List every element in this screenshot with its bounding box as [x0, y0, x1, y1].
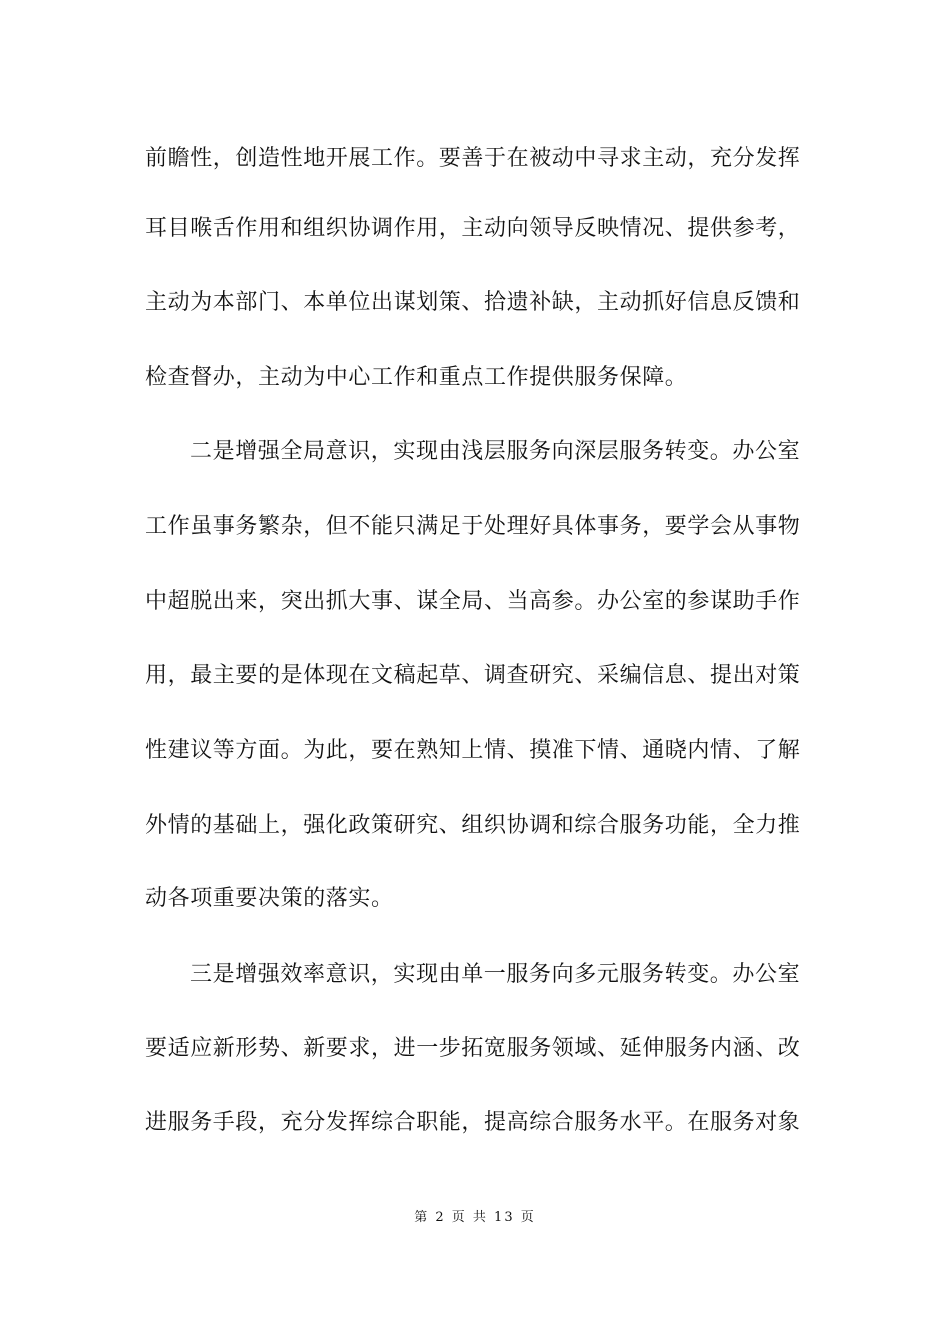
text-line: 进服务手段，充分发挥综合职能，提高综合服务水平。在服务对象	[145, 1110, 801, 1135]
text-line: 要适应新形势、新要求，进一步拓宽服务领域、延伸服务内涵、改	[145, 1036, 801, 1061]
text-line: 前瞻性，创造性地开展工作。要善于在被动中寻求主动，充分发挥	[145, 146, 801, 171]
paragraph-start-line: 二是增强全局意识，实现由浅层服务向深层服务转变。办公室	[190, 439, 801, 464]
text-line: 耳目喉舌作用和组织协调作用，主动向领导反映情况、提供参考，	[145, 216, 801, 241]
paragraph-start-line: 三是增强效率意识，实现由单一服务向多元服务转变。办公室	[190, 962, 801, 987]
page-number-footer: 第 2 页 共 13 页	[414, 1210, 536, 1225]
text-line: 中超脱出来，突出抓大事、谋全局、当高参。办公室的参谋助手作	[145, 589, 801, 614]
text-line: 外情的基础上，强化政策研究、组织协调和综合服务功能，全力推	[145, 813, 801, 838]
text-line: 检查督办，主动为中心工作和重点工作提供服务保障。	[145, 365, 688, 390]
text-line: 性建议等方面。为此，要在熟知上情、摸准下情、通晓内情、了解	[145, 738, 801, 763]
text-line: 工作虽事务繁杂，但不能只满足于处理好具体事务，要学会从事物	[145, 514, 801, 539]
text-line: 主动为本部门、本单位出谋划策、拾遗补缺，主动抓好信息反馈和	[145, 290, 801, 315]
text-line: 用，最主要的是体现在文稿起草、调查研究、采编信息、提出对策	[145, 663, 801, 688]
text-line: 动各项重要决策的落实。	[145, 886, 394, 911]
